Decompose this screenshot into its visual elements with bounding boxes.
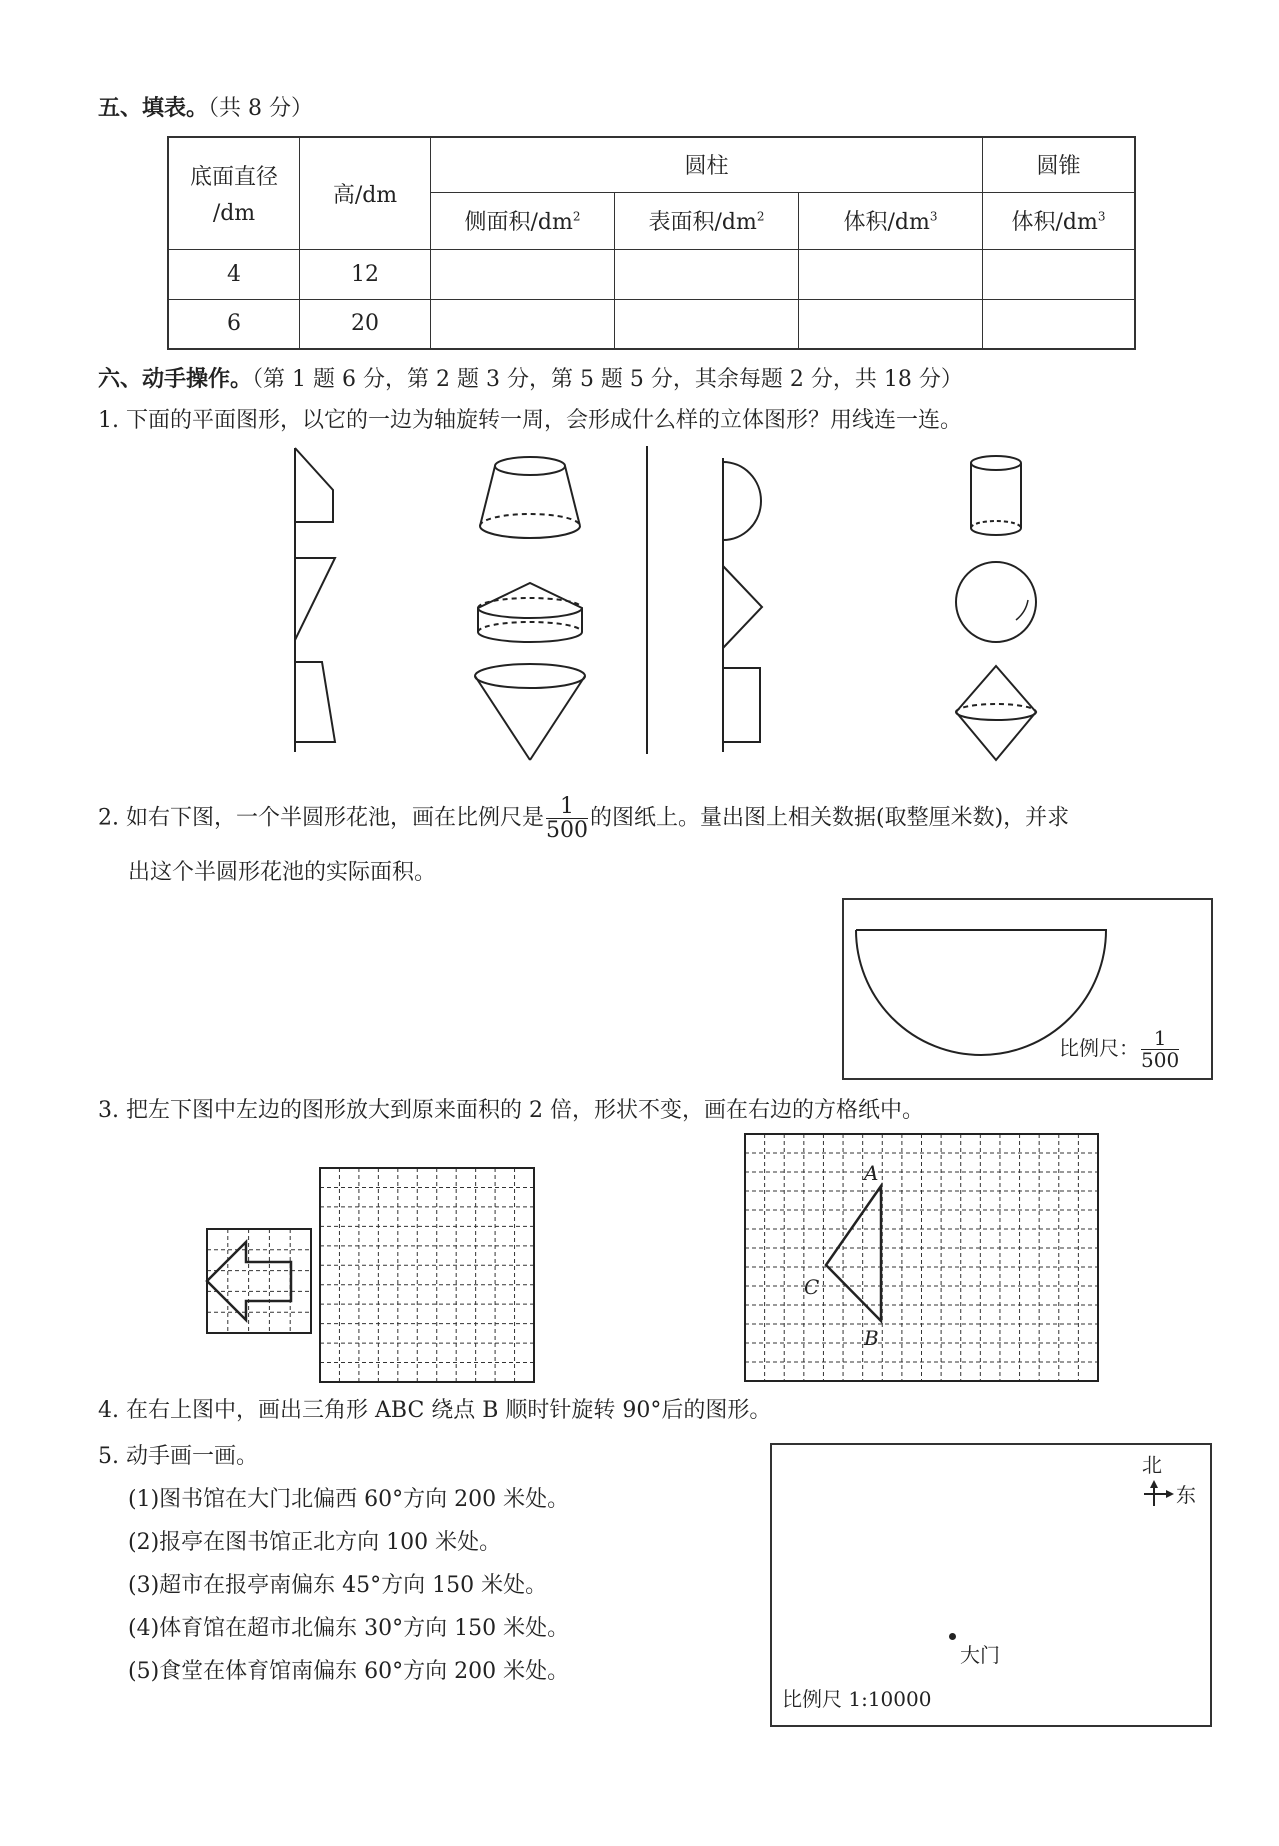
header-height: 高/dm [300, 137, 431, 249]
header-cone-volume: 体积$/dm^3$ [983, 192, 1136, 249]
section6-title: 六、动手操作。（第 1 题 6 分，第 2 题 3 分，第 5 题 5 分，其余每题 2 分，共 18 分） [98, 367, 963, 392]
header-cone: 圆锥 [983, 137, 1136, 192]
gate-label: 大门 [960, 1643, 1000, 1667]
solid-double-cone[interactable] [956, 666, 1036, 760]
solid-cylinder[interactable] [971, 456, 1021, 535]
cell-height: 12 [300, 249, 431, 299]
question-1: 1. 下面的平面图形，以它的一边为轴旋转一周，会形成什么样的立体图形？用线连一连。 [98, 408, 962, 433]
label-a: A [864, 1161, 879, 1185]
triangle-abc[interactable] [826, 1186, 881, 1321]
plane-trapezoid[interactable] [295, 662, 335, 742]
q5-item: (2)报亭在图书馆正北方向 100 米处。 [128, 1530, 502, 1555]
q5-item: (5)食堂在体育馆南偏东 60°方向 200 米处。 [128, 1659, 570, 1684]
east-label: 东 [1176, 1483, 1196, 1507]
q5-item: (1)图书馆在大门北偏西 60°方向 200 米处。 [128, 1487, 570, 1512]
map-scale: 比例尺 1:10000 [782, 1687, 932, 1711]
header-cyl-lateral: 侧面积$/dm^2$ [431, 192, 615, 249]
cell-diameter: 4 [168, 249, 300, 299]
plane-rectangle[interactable] [723, 668, 760, 742]
question-2: 2. 如右下图，一个半圆形花池，画在比例尺是 $\frac{1}{500}$ 的图纸上。量出图上相关数据(取整厘米数)，并求 [98, 794, 1070, 844]
large-grid[interactable] [320, 1168, 534, 1382]
q1-figures [0, 0, 1279, 800]
q5-item: (4)体育馆在超市北偏东 30°方向 150 米处。 [128, 1616, 570, 1641]
plane-semicircle[interactable] [723, 458, 761, 752]
q5-item: (3)超市在报亭南偏东 45°方向 150 米处。 [128, 1573, 548, 1598]
header-diameter: 底面直径 /dm [168, 137, 300, 249]
scale-fraction: $\frac{1}{500}$ [546, 794, 588, 844]
solid-frustum[interactable] [480, 457, 580, 538]
header-cyl-volume: 体积$/dm^3$ [799, 192, 983, 249]
cell-diameter: 6 [168, 299, 300, 349]
small-grid-arrow [207, 1229, 311, 1333]
plane-isosceles-triangle[interactable] [723, 566, 762, 648]
question-2-cont: 出这个半圆形花池的实际面积。 [128, 860, 437, 885]
solid-cylinder-cone[interactable] [478, 583, 582, 642]
pond-scale: 比例尺： $\frac{1}{500}$ [1059, 1026, 1180, 1072]
solid-sphere[interactable] [956, 562, 1036, 642]
gate-point[interactable] [949, 1633, 956, 1640]
header-cyl-surface: 表面积$/dm^2$ [615, 192, 799, 249]
question-5: 5. 动手画一画。 [98, 1444, 258, 1469]
question-4: 4. 在右上图中，画出三角形 ABC 绕点 B 顺时针旋转 90°后的图形。 [98, 1398, 772, 1423]
map-box[interactable] [770, 1443, 1212, 1727]
label-c: C [804, 1275, 820, 1299]
label-b: B [864, 1326, 879, 1350]
solid-cone[interactable] [475, 664, 585, 760]
plane-right-triangle[interactable] [295, 558, 335, 640]
triangle-grid[interactable] [745, 1134, 1098, 1381]
section5-title: 五、填表。（共 8 分） [98, 96, 313, 121]
cell-height: 20 [300, 299, 431, 349]
question-3: 3. 把左下图中左边的图形放大到原来面积的 2 倍，形状不变，画在右边的方格纸中。 [98, 1098, 924, 1123]
north-label: 北 [1142, 1453, 1162, 1477]
flower-pond-box [842, 898, 1213, 1080]
header-cylinder: 圆柱 [431, 137, 983, 192]
